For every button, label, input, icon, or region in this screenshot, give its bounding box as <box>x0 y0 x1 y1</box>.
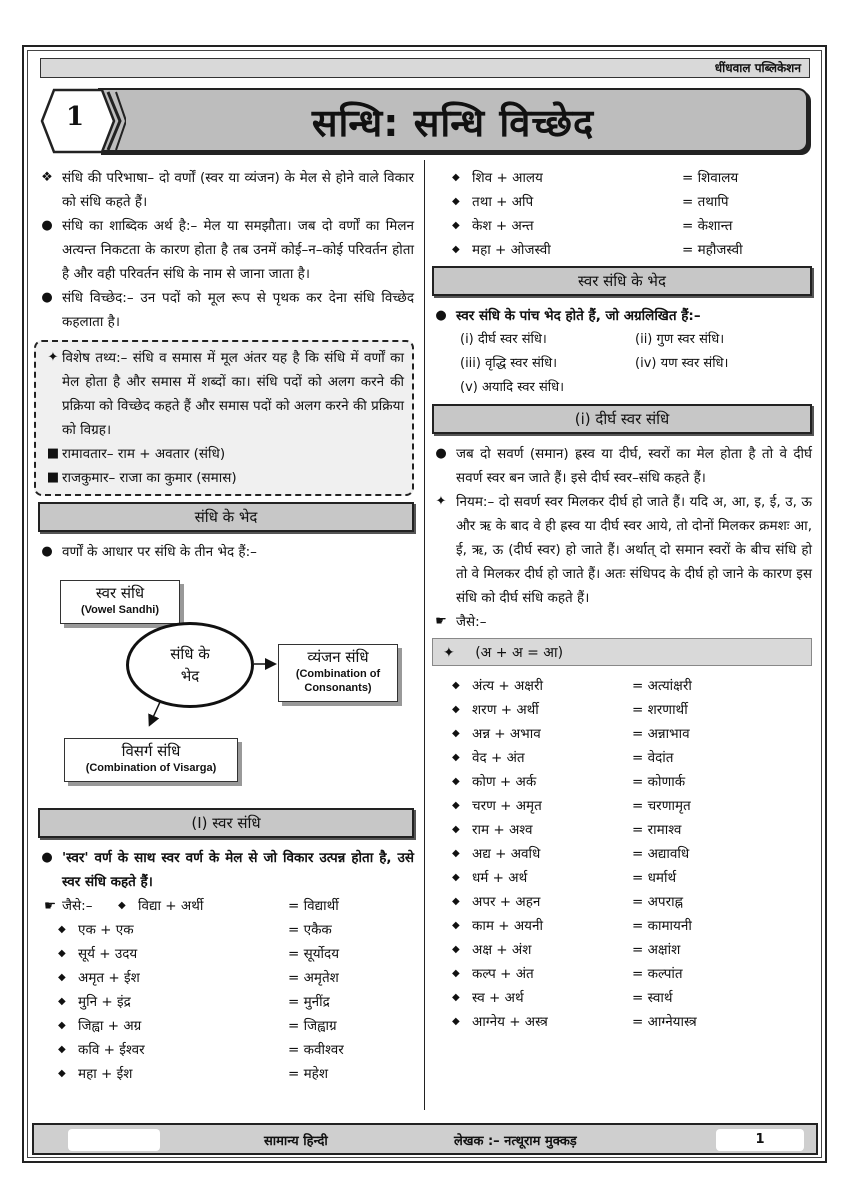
section-heading-types: संधि के भेद <box>38 502 414 532</box>
example-right: = अमृतेश <box>288 970 339 986</box>
example-right: = वेदांत <box>632 750 674 766</box>
example-left: अन्न + अभाव <box>472 726 541 742</box>
diamond-bullet-icon: ◆ <box>452 896 460 907</box>
right-examples-list <box>432 674 812 1034</box>
diamond-bullet-icon: ❖ <box>41 170 53 185</box>
sandhi-viched-paragraph: ● संधि विच्छेद:– उन पदों को मूल रूप से पृथक कर देना संधि विच्छेद कहलाता है। <box>38 286 414 334</box>
example-left: स्व + अर्थ <box>472 990 524 1006</box>
swar-type-item <box>635 376 812 400</box>
example-right: = शिवालय <box>682 170 739 186</box>
star-bullet-icon: ✦ <box>47 350 59 365</box>
example-row <box>432 986 812 1010</box>
dot-bullet-icon: ● <box>41 218 53 233</box>
sandhi-types-center: संधि के भेद <box>126 622 254 708</box>
diamond-bullet-icon: ◆ <box>58 1068 66 1079</box>
example-left: शिव + आलय <box>472 170 543 186</box>
example-right: = एकैक <box>288 922 332 938</box>
sandhi-types-diagram <box>38 564 414 804</box>
dot-bullet-icon: ● <box>41 544 53 559</box>
diamond-bullet-icon: ◆ <box>452 824 460 835</box>
swar-type-item: (iii) वृद्धि स्वर संधि। <box>460 356 558 371</box>
example-row <box>432 722 812 746</box>
example-left: केश + अन्त <box>472 218 534 234</box>
diamond-bullet-icon: ◆ <box>452 704 460 715</box>
left-examples-list <box>38 894 414 1086</box>
diamond-bullet-icon: ◆ <box>452 244 460 255</box>
diamond-bullet-icon: ◆ <box>452 680 460 691</box>
footer-bar <box>32 1123 818 1155</box>
example-left: चरण + अमृत <box>472 798 542 814</box>
dirgha-rule: ✦ नियम:– दो सवर्ण स्वर मिलकर दीर्घ हो जाते हैं। यदि अ, आ, इ, ई, उ, ऊ और ऋ के बाद वे ही ह्रस्व या दीर्घ स्वर आये, तो दोनों मिलकर क्रमशः आ, ई, ऋ, ऊ (दीर्घ स्वर) हो जाते हैं। अर्थात् दो समान स्वरों के बीच संधि हो तो वे मिलकर दीर्घ हो जाते हैं। अतः संधिपद के दीर्घ हो जाने के कारण इस संधि को दीर्घ संधि कहते हैं। <box>432 490 812 610</box>
diamond-bullet-icon: ◆ <box>452 172 460 183</box>
example-row <box>432 746 812 770</box>
example-row <box>38 1014 414 1038</box>
example-left: अंत्य + अक्षरी <box>472 678 543 694</box>
example-row <box>432 890 812 914</box>
chapter-banner <box>98 88 808 152</box>
pointing-hand-icon: ☛ <box>43 898 57 914</box>
example-left: कोण + अर्क <box>472 774 537 790</box>
left-column <box>38 166 414 1086</box>
example-left: वेद + अंत <box>472 750 525 766</box>
example-row <box>432 166 812 190</box>
example-row <box>432 818 812 842</box>
example-left: अद्य + अवधि <box>472 846 541 862</box>
formula-bar: ✦ (अ + अ = आ) <box>432 638 812 666</box>
dot-bullet-icon: ● <box>435 308 447 323</box>
samas-example: ■ राजकुमार– राजा का कुमार (समास) <box>44 466 404 490</box>
square-bullet-icon: ■ <box>46 446 60 461</box>
example-row <box>432 770 812 794</box>
right-examples-intro: ☛ जैसे:– <box>432 610 812 634</box>
example-left: शरण + अर्थी <box>472 702 539 718</box>
example-left: कवि + ईश्वर <box>78 1042 145 1058</box>
vowel-sandhi-box: स्वर संधि (Vowel Sandhi) <box>60 580 180 624</box>
example-row <box>38 942 414 966</box>
example-left: काम + अयनी <box>472 918 543 934</box>
chapter-title: सन्धि: सन्धि विच्छेद <box>311 101 595 145</box>
chapter-number-badge <box>40 88 122 154</box>
section-heading-dirgha: (i) दीर्घ स्वर संधि <box>432 404 812 434</box>
example-row <box>432 214 812 238</box>
example-left: आग्नेय + अस्त्र <box>472 1014 548 1030</box>
consonant-sandhi-box: व्यंजन संधि (Combination of Consonants) <box>278 644 398 702</box>
example-right: = कल्पांत <box>632 966 683 982</box>
swar-type-item: (iv) यण स्वर संधि। <box>635 356 729 371</box>
diamond-bullet-icon: ◆ <box>58 948 66 959</box>
example-row <box>38 918 414 942</box>
footer-blank-box <box>68 1129 160 1151</box>
example-right: = स्वार्थ <box>632 990 673 1006</box>
example-left: तथा + अपि <box>472 194 534 210</box>
section-heading-swar-types: स्वर संधि के भेद <box>432 266 812 296</box>
example-right: = जिह्वाग्र <box>288 1018 337 1034</box>
example-right: = कामायनी <box>632 918 692 934</box>
example-left: अपर + अहन <box>472 894 541 910</box>
example-right: = धर्मार्थ <box>632 870 677 886</box>
definition-paragraph: ❖ संधि की परिभाषा– दो वर्णों (स्वर या व्यंजन) के मेल से होने वाले विकार को संधि कहते हैं। <box>38 166 414 214</box>
example-row <box>432 914 812 938</box>
example-left: एक + एक <box>78 922 134 938</box>
diamond-bullet-icon: ◆ <box>58 1020 66 1031</box>
diamond-bullet-icon: ◆ <box>452 220 460 231</box>
dot-bullet-icon: ● <box>41 850 53 865</box>
examples-intro-row: ☛ जैसे:– <box>38 894 414 918</box>
footer-subject: सामान्य हिन्दी <box>264 1134 328 1149</box>
right-column <box>432 166 812 1034</box>
diamond-bullet-icon: ◆ <box>452 872 460 883</box>
swar-type-item: (v) अयादि स्वर संधि। <box>460 380 565 395</box>
publisher-name: धींधवाल पब्लिकेशन <box>714 61 801 75</box>
right-top-examples-list <box>432 166 812 262</box>
diamond-bullet-icon: ◆ <box>452 944 460 955</box>
swar-types-intro: ● स्वर संधि के पांच भेद होते हैं, जो अग्रलिखित हैं:– <box>432 304 812 328</box>
example-left: महा + ओजस्वी <box>472 242 551 258</box>
example-right: = आग्नेयास्त्र <box>632 1014 697 1030</box>
diamond-bullet-icon: ◆ <box>452 992 460 1003</box>
diamond-bullet-icon: ◆ <box>452 920 460 931</box>
swar-type-row <box>460 328 812 352</box>
example-right: = कोणार्क <box>632 774 686 790</box>
example-row <box>432 674 812 698</box>
special-fact-box <box>34 340 414 496</box>
vowel-sandhi-definition: ● 'स्वर' वर्ण के साथ स्वर वर्ण के मेल से जो विकार उत्पन्न होता है, उसे स्वर संधि कहते हैं। <box>38 846 414 894</box>
example-right: = महेश <box>288 1066 329 1082</box>
example-right: = मुनींद्र <box>288 994 330 1010</box>
types-intro: ● वर्णों के आधार पर संधि के तीन भेद हैं:– <box>38 540 414 564</box>
example-row <box>38 990 414 1014</box>
example-right: = अक्षांश <box>632 942 681 958</box>
example-left: सूर्य + उदय <box>78 946 138 962</box>
special-fact-paragraph: ✦ विशेष तथ्य:– संधि व समास में मूल अंतर यह है कि संधि में वर्णों का मेल होता है और समास में शब्दों का। संधि पदों को अलग करने की प्रक्रिया को विच्छेद कहते हैं और समास पदों को अलग करने की प्रक्रिया को विग्रह। <box>44 346 404 442</box>
example-row <box>432 938 812 962</box>
example-left: जिह्वा + अग्र <box>78 1018 142 1034</box>
example-right: = कवीश्वर <box>288 1042 344 1058</box>
literal-meaning-paragraph: ● संधि का शाब्दिक अर्थ है:– मेल या समझौता। जब दो वर्णों का मिलन अत्यन्त निकटता के कारण होता है तब उनमें कोई–न–कोई परिवर्तन होता है और वही परिवर्तन संधि के नाम से जाना जाता है। <box>38 214 414 286</box>
diamond-bullet-icon: ◆ <box>58 1044 66 1055</box>
example-row <box>432 1010 812 1034</box>
swar-type-row <box>460 376 812 400</box>
diamond-bullet-icon: ◆ <box>452 1016 460 1027</box>
star-bullet-icon: ✦ <box>435 494 447 509</box>
example-row <box>432 842 812 866</box>
example-right: = रामाश्व <box>632 822 682 838</box>
example-right: = चरणामृत <box>632 798 691 814</box>
diamond-bullet-icon: ◆ <box>452 848 460 859</box>
example-right: = तथापि <box>682 194 729 210</box>
diamond-bullet-icon: ◆ <box>452 776 460 787</box>
example-right: = महौजस्वी <box>682 242 743 258</box>
diamond-bullet-icon: ◆ <box>452 196 460 207</box>
swar-types-list <box>432 328 812 400</box>
dot-bullet-icon: ● <box>435 446 447 461</box>
example-left: धर्म + अर्थ <box>472 870 528 886</box>
section-heading-vowel-sandhi: (I) स्वर संधि <box>38 808 414 838</box>
example-right: = शरणार्थी <box>632 702 688 718</box>
example-left: राम + अश्व <box>472 822 533 838</box>
example-right: = सूर्योदय <box>288 946 340 962</box>
dot-bullet-icon: ● <box>41 290 53 305</box>
example-row <box>38 1062 414 1086</box>
example-right: = अद्यावधि <box>632 846 690 862</box>
example-left: महा + ईश <box>78 1066 133 1082</box>
chapter-number: 1 <box>66 102 85 132</box>
swar-type-row <box>460 352 812 376</box>
example-left: अक्ष + अंश <box>472 942 532 958</box>
diamond-bullet-icon: ◆ <box>58 972 66 983</box>
example-row <box>38 1038 414 1062</box>
example-row <box>432 698 812 722</box>
example-right: = विद्यार्थी <box>288 898 339 914</box>
diamond-bullet-icon: ◆ <box>452 968 460 979</box>
example-right: = केशान्त <box>682 218 733 234</box>
page-number: 1 <box>716 1129 804 1151</box>
swar-type-item: (i) दीर्घ स्वर संधि। <box>460 332 547 347</box>
example-left: अमृत + ईश <box>78 970 140 986</box>
star-bullet-icon: ✦ <box>443 645 455 661</box>
chapter-header <box>40 88 808 154</box>
example-row <box>432 962 812 986</box>
example-left: कल्प + अंत <box>472 966 534 982</box>
swar-type-item: (ii) गुण स्वर संधि। <box>635 332 725 347</box>
diamond-bullet-icon: ◆ <box>452 728 460 739</box>
example-right: = अन्नाभाव <box>632 726 690 742</box>
column-divider <box>424 160 425 1110</box>
diamond-bullet-icon: ◆ <box>452 752 460 763</box>
diamond-bullet-icon: ◆ <box>118 900 126 911</box>
example-row <box>432 866 812 890</box>
dirgha-definition: ● जब दो सवर्ण (समान) ह्रस्व या दीर्घ, स्वरों का मेल होता है तो वे दीर्घ सवर्ण स्वर बन जाते हैं। इसे दीर्घ स्वर–संधि कहते हैं। <box>432 442 812 490</box>
example-row <box>432 794 812 818</box>
visarga-sandhi-box: विसर्ग संधि (Combination of Visarga) <box>64 738 238 782</box>
pointing-hand-icon: ☛ <box>435 614 447 629</box>
diamond-bullet-icon: ◆ <box>58 924 66 935</box>
footer-author: लेखक :– नत्थूराम मुक्कड़ <box>454 1134 577 1149</box>
example-left: विद्या + अर्थी <box>138 898 204 914</box>
sandhi-example: ■ रामावतार– राम + अवतार (संधि) <box>44 442 404 466</box>
example-row <box>38 966 414 990</box>
example-row <box>432 190 812 214</box>
example-left: मुनि + इंद्र <box>78 994 131 1010</box>
diamond-bullet-icon: ◆ <box>452 800 460 811</box>
publisher-bar <box>40 58 810 78</box>
square-bullet-icon: ■ <box>46 470 60 485</box>
diamond-bullet-icon: ◆ <box>58 996 66 1007</box>
example-right: = अत्यांक्षरी <box>632 678 692 694</box>
example-row <box>432 238 812 262</box>
example-right: = अपराह्न <box>632 894 683 910</box>
